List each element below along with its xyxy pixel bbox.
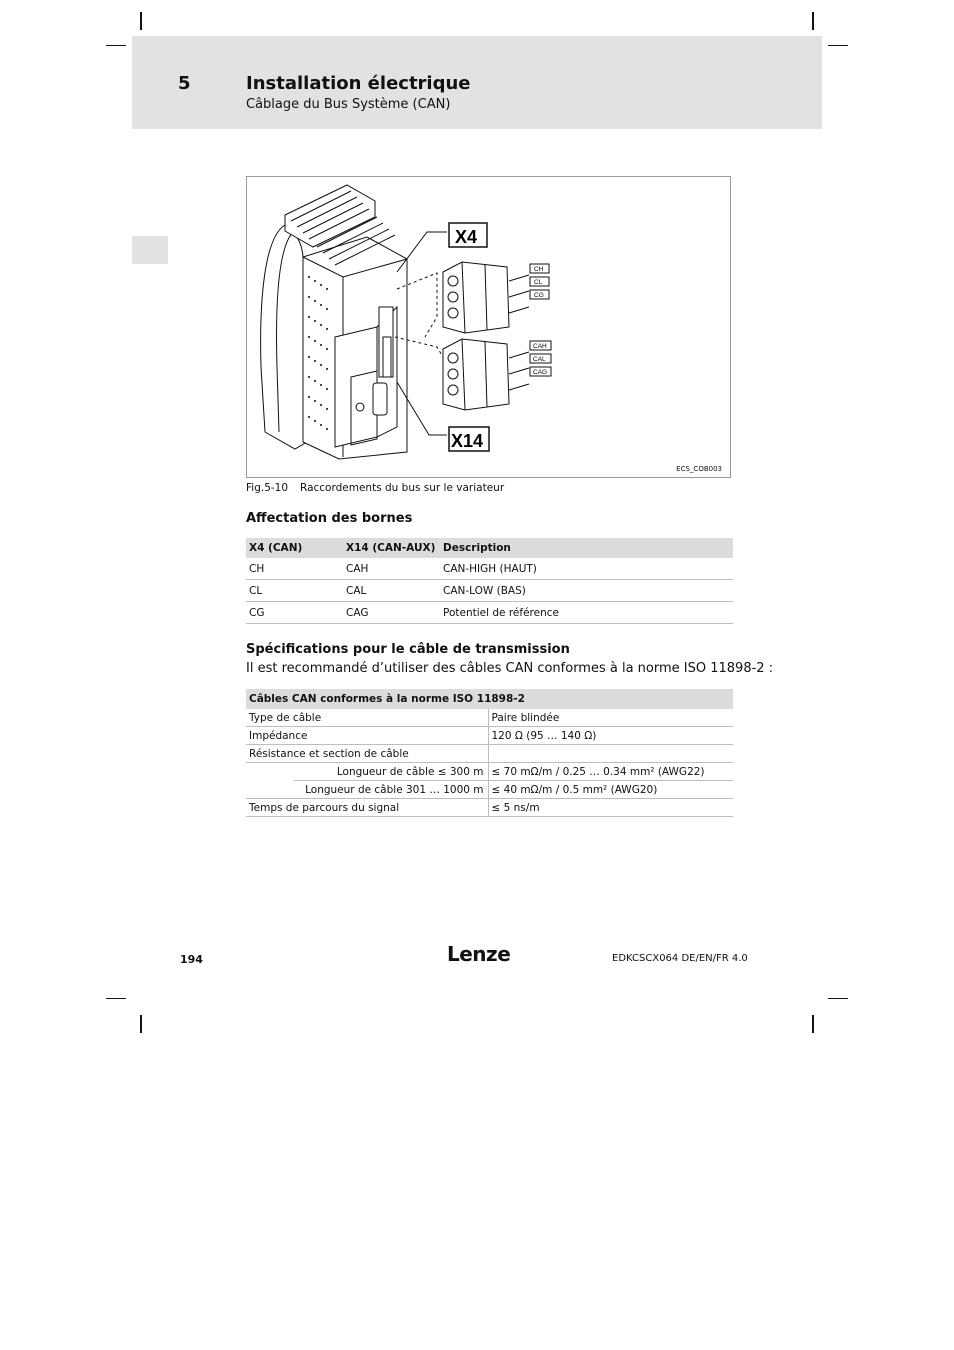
table-cell: CG [246, 602, 343, 624]
table-cell: 120 Ω (95 … 140 Ω) [488, 727, 733, 745]
page-number: 194 [180, 953, 203, 966]
table-header-row [246, 689, 733, 709]
pin-label-cl: CL [534, 279, 543, 286]
table-cell: Potentiel de référence [440, 602, 733, 624]
crop-mark [140, 1015, 142, 1033]
pin-label-cah: CAH [533, 343, 547, 350]
pin-label-cag: CAG [533, 369, 548, 376]
table-header-row [246, 538, 733, 558]
figure-number: Fig.5-10 [246, 482, 289, 494]
column-header: X14 (CAN-AUX) [343, 538, 440, 558]
table-cell: Paire blindée [488, 709, 733, 727]
chapter-header-band [132, 36, 822, 129]
terminal-heading: Affectation des bornes [246, 511, 413, 526]
table-cell: CAN-LOW (BAS) [440, 580, 733, 602]
cable-table-header: Câbles CAN conformes à la norme ISO 11898-2 [246, 689, 733, 709]
document-id: EDKCSCX064 DE/EN/FR 4.0 [612, 953, 748, 964]
callout-x14: X14 [451, 431, 484, 451]
chapter-number: 5 [178, 73, 191, 94]
figure-frame [246, 176, 731, 478]
pin-label-cal: CAL [533, 356, 546, 363]
table-row [246, 709, 733, 727]
table-cell [488, 745, 733, 763]
callout-x4: X4 [455, 227, 478, 247]
table-row [246, 799, 733, 817]
crop-mark [140, 12, 142, 30]
table-cell: ≤ 5 ns/m [488, 799, 733, 817]
table-cell: CL [246, 580, 343, 602]
crop-mark [106, 998, 126, 999]
table-row [246, 602, 733, 624]
table-row [246, 558, 733, 580]
chapter-side-tab [132, 236, 168, 264]
figure-caption-text: Raccordements du bus sur le variateur [300, 482, 505, 494]
terminal-table [246, 538, 733, 624]
lenze-logo: Lenze [447, 942, 511, 966]
table-cell: CAN-HIGH (HAUT) [440, 558, 733, 580]
table-cell: Résistance et section de câble [246, 745, 488, 763]
table-cell: ≤ 40 mΩ/m / 0.5 mm² (AWG20) [488, 781, 733, 799]
figure-caption [246, 482, 504, 494]
table-row [246, 781, 733, 799]
cable-spec-intro: Il est recommandé d’utiliser des câbles CAN conformes à la norme ISO 11898-2 : [246, 661, 774, 676]
table-cell: CAH [343, 558, 440, 580]
cable-spec-heading: Spécifications pour le câble de transmission [246, 642, 570, 657]
table-row [246, 745, 733, 763]
device-connection-drawing [247, 177, 732, 479]
table-cell: CAG [343, 602, 440, 624]
pin-label-ch: CH [534, 266, 544, 273]
crop-mark [828, 45, 848, 46]
indent-cell [246, 763, 294, 781]
table-cell: ≤ 70 mΩ/m / 0.25 … 0.34 mm² (AWG22) [488, 763, 733, 781]
crop-mark [812, 12, 814, 30]
table-cell: Type de câble [246, 709, 488, 727]
image-code: ECS_COB003 [676, 465, 722, 473]
section-title: Câblage du Bus Système (CAN) [246, 97, 451, 112]
column-header: X4 (CAN) [246, 538, 343, 558]
indent-cell [246, 781, 294, 799]
table-cell: Impédance [246, 727, 488, 745]
pin-label-cg: CG [534, 292, 544, 299]
table-cell: CAL [343, 580, 440, 602]
table-row [246, 580, 733, 602]
crop-mark [812, 1015, 814, 1033]
table-cell: Longueur de câble ≤ 300 m [294, 763, 488, 781]
crop-mark [828, 998, 848, 999]
table-row [246, 727, 733, 745]
table-cell: Temps de parcours du signal [246, 799, 488, 817]
table-cell: Longueur de câble 301 … 1000 m [294, 781, 488, 799]
cable-spec-table [246, 689, 733, 817]
column-header: Description [440, 538, 733, 558]
table-cell: CH [246, 558, 343, 580]
table-row [246, 763, 733, 781]
crop-mark [106, 45, 126, 46]
chapter-title: Installation électrique [246, 73, 471, 94]
